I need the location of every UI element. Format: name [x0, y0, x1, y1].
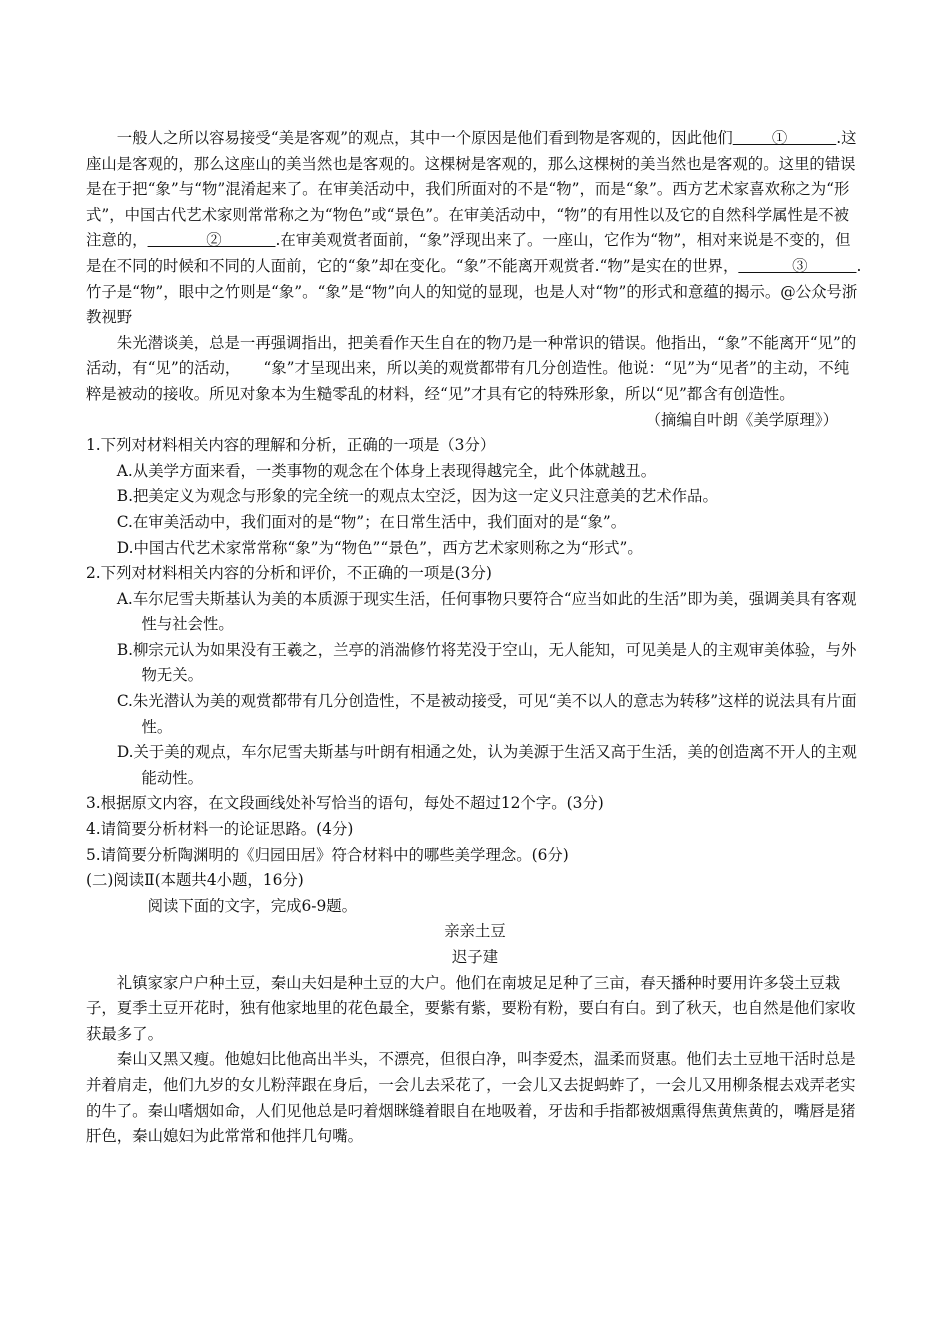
passage-paragraph-2: 朱光潜谈美，总是一再强调指出，把美看作天生自在的物乃是一种常识的错误。他指出，“象”不能离开“见”的活动，有“见”的活动， “象”才呈现出来，所以美的观赏都带有几分创造性。他说：“见”为“见者”的主动，不纯粹是被动的接收。所见对象本为生糙零乱的材料，经“见”才具有它的特殊形象，所以“见”都含有创造性。 [86, 333, 857, 403]
story-title: 亲亲土豆 [444, 922, 506, 941]
passage-text: .竹子是“物”，眼中之竹则是“象”。“象”是“物”向人的知觉的显现，也是人对“物”的形式和意蕴的揭示。@公众号浙教视野 [86, 256, 862, 327]
question-1-stem: 1.下列对材料相关内容的理解和分析，正确的一项是（3分） [86, 436, 496, 455]
passage-paragraph-1 [86, 126, 864, 331]
question-4: 4.请简要分析材料一的论证思路。(4分) [86, 820, 354, 839]
fill-blank-3: ③ [738, 256, 857, 275]
question-2-option-a: A.车尔尼雪夫斯基认为美的本质源于现实生活，任何事物只要符合“应当如此的生活”即为美，强调美具有客观性与社会性。 [116, 589, 857, 634]
question-1-option-b: B.把美定义为观念与形象的完全统一的观点太空泛，因为这一定义只注意美的艺术作品。 [116, 487, 718, 506]
question-5: 5.请简要分析陶渊明的《归园田居》符合材料中的哪些美学理念。(6分) [86, 845, 569, 864]
question-2-option-c: C.朱光潜认为美的观赏都带有几分创造性，不是被动接受，可见“美不以人的意志为转移”这样的说法具有片面性。 [116, 692, 857, 736]
question-1-option-d: D.中国古代艺术家常常称“象”为“物色”“景色”，西方艺术家则称之为“形式”。 [116, 538, 643, 557]
story-paragraph-2: 秦山又黑又瘦。他媳妇比他高出半头，不漂亮，但很白净，叫李爱杰，温柔而贤惠。他们去土豆地干活时总是并着肩走，他们九岁的女儿粉萍跟在身后，一会儿去采花了，一会儿又去捉蚂蚱了，一会儿又用柳条棍去戏弄老实的牛了。秦山嗜烟如命，人们见他总是叼着烟眯缝着眼自在地吸着，牙齿和手指都被烟熏得焦黄焦黄的，嘴唇是猪肝色，秦山媳妇为此常常和他拌几句嘴。 [86, 1050, 856, 1146]
source-citation: （摘编自叶朗《美学原理》） [645, 410, 838, 429]
story-paragraph-1: 礼镇家家户户种土豆，秦山夫妇是种土豆的大户。他们在南坡足足种了三亩，春天播种时要用许多袋土豆栽子，夏季土豆开花时，独有他家地里的花色最全，要紫有紫，要粉有粉，要白有白。到了秋天，也自然是他们家收获最多了。 [86, 973, 856, 1043]
section-2-heading: (二)阅读Ⅱ(本题共4小题，16分) [86, 871, 304, 890]
question-2-stem: 2.下列对材料相关内容的分析和评价，不正确的一项是(3分) [86, 564, 492, 583]
question-1-option-a: A.从美学方面来看，一类事物的观念在个体身上表现得越完全，此个体就越丑。 [116, 461, 657, 480]
question-1-option-c: C.在审美活动中，我们面对的是“物”；在日常生活中，我们面对的是“象”。 [116, 512, 627, 531]
passage-text: .在审美观赏者面前，“象”浮现出来了。一座山，它作为“物”，相对来说是不变的，但是在不同的时候和不同的人面前，它的“象”却在变化。“象”不能离开观赏者.“物”是实在的世界， [86, 231, 851, 275]
question-3: 3.根据原文内容，在文段画线处补写恰当的语句，每处不超过12个字。(3分) [86, 794, 604, 813]
question-2-option-b: B.柳宗元认为如果没有王羲之，兰亭的消湍修竹将芜没于空山，无人能知，可见美是人的主观审美体验，与外物无关。 [116, 640, 857, 685]
question-2-option-d: D.关于美的观点，车尔尼雪夫斯基与叶朗有相通之处，认为美源于生活又高于生活，美的创造离不开人的主观能动性。 [116, 743, 857, 787]
passage-text: .这座山是客观的，那么这座山的美当然也是客观的。这棵树是客观的，那么这棵树的美当然也是客观的。这里的错误是在于把“象”与“物”混淆起来了。在审美活动中，我们所面对的不是“物”，而是“象”。西方艺术家喜欢称之为“形式”，中国古代艺术家则常常称之为“物色”或“景色”。在审美活动中，“物”的有用性以及它的自然科学属性是不被注意的， [86, 129, 857, 250]
story-author: 迟子建 [451, 948, 499, 966]
fill-blank-1: ① [732, 129, 837, 147]
section-2-instruction: 阅读下面的文字，完成6-9题。 [147, 896, 358, 915]
passage-text: 一般人之所以容易接受“美是客观”的观点，其中一个原因是他们看到物是客观的，因此他们 [116, 129, 733, 147]
fill-blank-2: ② [147, 231, 276, 250]
